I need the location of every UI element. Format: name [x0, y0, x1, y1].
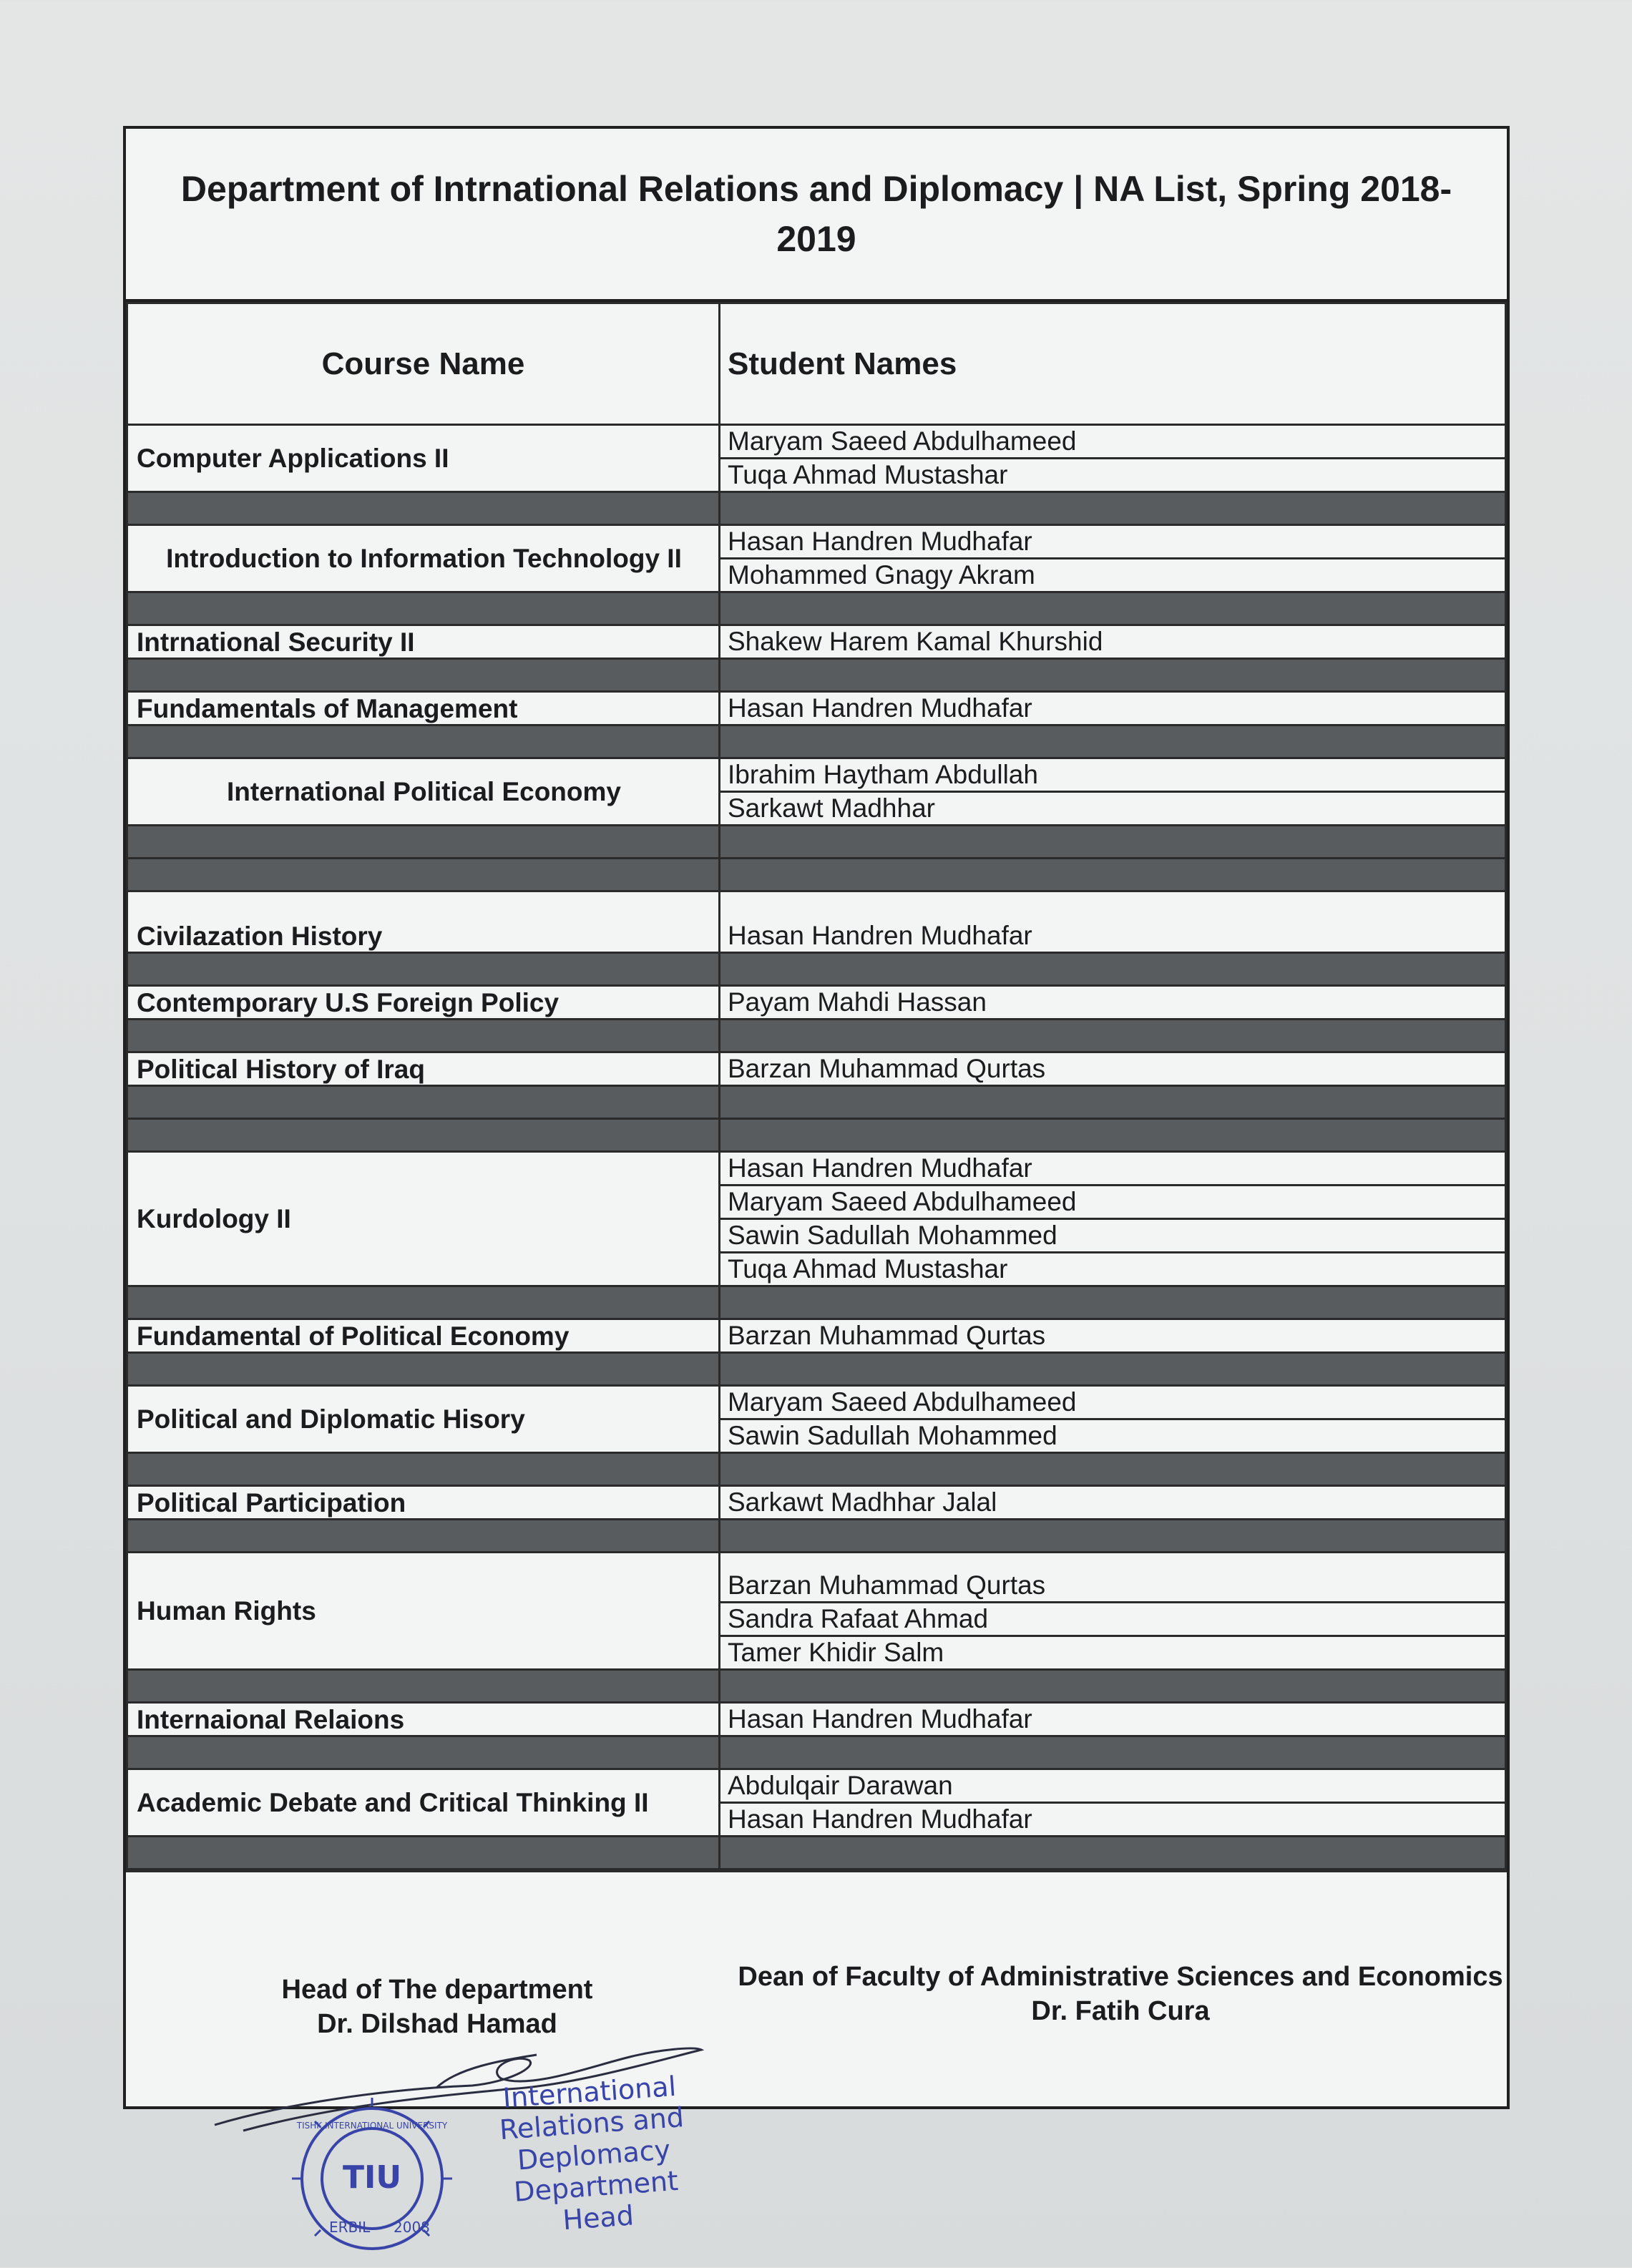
- separator-row: [127, 1837, 1506, 1869]
- document-title: Department of Intrnational Relations and Diplomacy | NA List, Spring 2018-2019: [126, 129, 1507, 302]
- student-name-cell: Tamer Khidir Salm: [720, 1636, 1506, 1670]
- separator-row: [127, 492, 1506, 525]
- student-name-cell: Shakew Harem Kamal Khurshid: [720, 625, 1506, 659]
- separator-cell: [720, 1670, 1506, 1703]
- student-name-cell: Ibrahim Haytham Abdullah: [720, 758, 1506, 792]
- na-table: [126, 302, 1507, 1870]
- separator-cell: [127, 1520, 720, 1553]
- student-name-cell: Sawin Sadullah Mohammed: [720, 1219, 1506, 1253]
- course-name-cell: Political History of Iraq: [127, 1052, 720, 1086]
- student-name-cell: Hasan Handren Mudhafar: [720, 525, 1506, 559]
- course-name-cell: Fundamental of Political Economy: [127, 1319, 720, 1353]
- head-title: Head of The department: [281, 1975, 593, 2005]
- course-name-cell: Political Participation: [127, 1486, 720, 1520]
- course-name-header: Course Name: [127, 303, 720, 425]
- separator-cell: [720, 1837, 1506, 1869]
- separator-cell: [127, 492, 720, 525]
- separator-row: [127, 1086, 1506, 1119]
- course-name-cell: Human Rights: [127, 1553, 720, 1670]
- separator-cell: [127, 592, 720, 625]
- separator-row: [127, 725, 1506, 758]
- course-name-cell: International Political Economy: [127, 758, 720, 826]
- table-header-row: [127, 303, 1506, 425]
- table-row: [127, 1769, 1506, 1803]
- course-name-cell: Computer Applications II: [127, 425, 720, 492]
- separator-cell: [720, 1453, 1506, 1486]
- separator-cell: [127, 859, 720, 891]
- university-seal: [272, 2089, 472, 2268]
- separator-cell: [127, 1119, 720, 1152]
- dean-signature-block: [734, 1960, 1507, 2028]
- table-row: [127, 425, 1506, 459]
- separator-cell: [720, 659, 1506, 692]
- table-row: [127, 1152, 1506, 1186]
- separator-row: [127, 826, 1506, 859]
- separator-cell: [720, 1086, 1506, 1119]
- seal-logo-text: TIU: [342, 2159, 402, 2196]
- table-row: [127, 986, 1506, 1020]
- course-name-cell: Civilazation History: [127, 891, 720, 953]
- table-row: [127, 1486, 1506, 1520]
- separator-cell: [720, 1736, 1506, 1769]
- table-row: [127, 1319, 1506, 1353]
- student-name-cell: Hasan Handren Mudhafar: [720, 1152, 1506, 1186]
- separator-cell: [720, 1020, 1506, 1052]
- separator-row: [127, 1670, 1506, 1703]
- na-list-document: [123, 126, 1510, 2109]
- table-row: [127, 1052, 1506, 1086]
- separator-cell: [720, 725, 1506, 758]
- course-name-cell: Academic Debate and Critical Thinking II: [127, 1769, 720, 1837]
- seal-city: ERBIL: [329, 2219, 371, 2236]
- table-row: [127, 891, 1506, 953]
- head-name: Dr. Dilshad Hamad: [317, 2009, 557, 2039]
- separator-row: [127, 953, 1506, 986]
- separator-cell: [720, 592, 1506, 625]
- course-name-cell: Political and Diplomatic Hisory: [127, 1386, 720, 1453]
- student-name-cell: Tuqa Ahmad Mustashar: [720, 1253, 1506, 1286]
- separator-row: [127, 1736, 1506, 1769]
- seal-ring-text: TISHK INTERNATIONAL UNIVERSITY: [296, 2121, 448, 2131]
- separator-row: [127, 1286, 1506, 1319]
- separator-cell: [720, 1119, 1506, 1152]
- separator-cell: [127, 826, 720, 859]
- table-row: [127, 1703, 1506, 1736]
- table-row: [127, 1553, 1506, 1603]
- separator-cell: [720, 826, 1506, 859]
- separator-cell: [127, 1020, 720, 1052]
- separator-row: [127, 1520, 1506, 1553]
- course-name-cell: Contemporary U.S Foreign Policy: [127, 986, 720, 1020]
- separator-row: [127, 1453, 1506, 1486]
- student-name-cell: Hasan Handren Mudhafar: [720, 1803, 1506, 1837]
- course-name-cell: Intrnational Security II: [127, 625, 720, 659]
- student-names-header: Student Names: [720, 303, 1506, 425]
- table-row: [127, 692, 1506, 725]
- department-stamp-text: [474, 2068, 714, 2242]
- course-name-cell: Fundamentals of Management: [127, 692, 720, 725]
- student-name-cell: Payam Mahdi Hassan: [720, 986, 1506, 1020]
- separator-row: [127, 1020, 1506, 1052]
- student-name-cell: Sarkawt Madhhar: [720, 792, 1506, 826]
- stamp-line: International: [502, 2070, 678, 2114]
- table-row: [127, 625, 1506, 659]
- stamp-line: Head: [562, 2199, 635, 2237]
- separator-row: [127, 592, 1506, 625]
- separator-cell: [720, 859, 1506, 891]
- table-row: [127, 758, 1506, 792]
- student-name-cell: Tuqa Ahmad Mustashar: [720, 459, 1506, 492]
- separator-cell: [127, 1086, 720, 1119]
- student-name-cell: Sandra Rafaat Ahmad: [720, 1603, 1506, 1636]
- separator-cell: [720, 953, 1506, 986]
- table-row: [127, 1386, 1506, 1419]
- course-name-cell: Internaional Relaions: [127, 1703, 720, 1736]
- seal-year: 2008: [394, 2219, 430, 2236]
- student-name-cell: Maryam Saeed Abdulhameed: [720, 1386, 1506, 1419]
- student-name-cell: Maryam Saeed Abdulhameed: [720, 1186, 1506, 1219]
- student-name-cell: Barzan Muhammad Qurtas: [720, 1553, 1506, 1603]
- separator-row: [127, 859, 1506, 891]
- student-name-cell: Hasan Handren Mudhafar: [720, 692, 1506, 725]
- stamp-line: Relations and: [498, 2101, 685, 2146]
- separator-cell: [720, 1520, 1506, 1553]
- dean-title: Dean of Faculty of Administrative Sciences and Economics: [738, 1962, 1503, 1992]
- student-name-cell: Barzan Muhammad Qurtas: [720, 1052, 1506, 1086]
- separator-cell: [720, 1353, 1506, 1386]
- separator-cell: [720, 492, 1506, 525]
- table-row: [127, 525, 1506, 559]
- course-name-cell: Introduction to Information Technology II: [127, 525, 720, 592]
- course-name-cell: Kurdology II: [127, 1152, 720, 1286]
- stamp-line: Department: [512, 2164, 680, 2208]
- student-name-cell: Hasan Handren Mudhafar: [720, 1703, 1506, 1736]
- student-name-cell: Sarkawt Madhhar Jalal: [720, 1486, 1506, 1520]
- separator-row: [127, 1353, 1506, 1386]
- separator-cell: [127, 1736, 720, 1769]
- student-name-cell: Maryam Saeed Abdulhameed: [720, 425, 1506, 459]
- separator-cell: [127, 1670, 720, 1703]
- separator-cell: [127, 1286, 720, 1319]
- separator-cell: [127, 659, 720, 692]
- student-name-cell: Barzan Muhammad Qurtas: [720, 1319, 1506, 1353]
- student-name-cell: Abdulqair Darawan: [720, 1769, 1506, 1803]
- separator-row: [127, 1119, 1506, 1152]
- separator-cell: [127, 953, 720, 986]
- stamp-line: Deplomacy: [516, 2133, 672, 2176]
- separator-cell: [127, 1353, 720, 1386]
- separator-cell: [127, 1453, 720, 1486]
- dean-name: Dr. Fatih Cura: [1031, 1996, 1210, 2026]
- student-name-cell: Hasan Handren Mudhafar: [720, 891, 1506, 953]
- student-name-cell: Mohammed Gnagy Akram: [720, 559, 1506, 592]
- student-name-cell: Sawin Sadullah Mohammed: [720, 1419, 1506, 1453]
- separator-row: [127, 659, 1506, 692]
- separator-cell: [720, 1286, 1506, 1319]
- separator-cell: [127, 1837, 720, 1869]
- separator-cell: [127, 725, 720, 758]
